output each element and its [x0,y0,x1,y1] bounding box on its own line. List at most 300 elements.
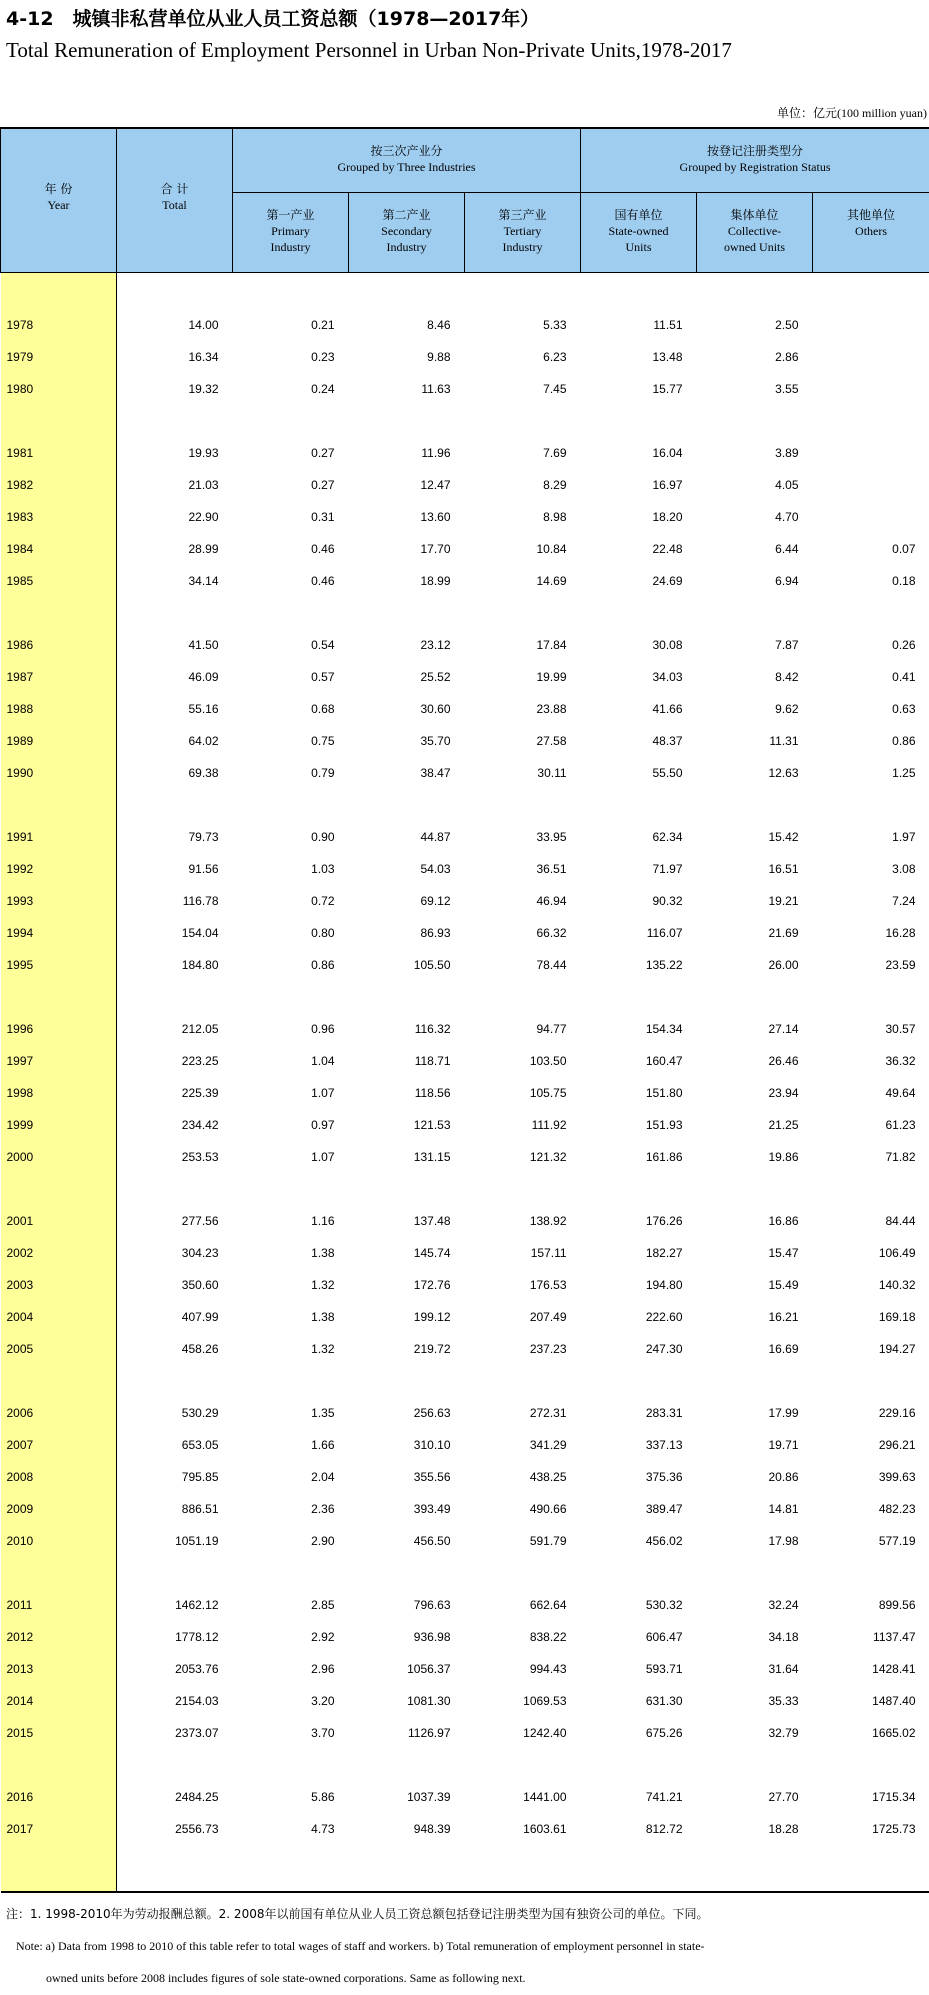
cell-tertiary: 30.11 [537,766,567,780]
cell-collective: 19.21 [768,894,799,908]
cell-collective: 32.79 [768,1726,799,1740]
cell-state-owned: 675.26 [645,1726,683,1740]
cell-collective: 14.81 [768,1502,799,1516]
cell-others: 1137.47 [873,1630,916,1644]
page-title-cn: 4-12 城镇非私营单位从业人员工资总额（1978—2017年） [6,8,540,30]
cell-secondary: 69.12 [420,894,451,908]
cell-total: 1462.12 [175,1598,219,1612]
cell-state-owned: 741.21 [645,1790,683,1804]
cell-collective: 32.24 [768,1598,799,1612]
cell-tertiary: 66.32 [536,926,567,940]
spacer-cell [465,597,581,629]
cell-secondary: 23.12 [420,638,451,652]
spacer-cell [465,789,581,821]
cell-secondary: 18.99 [420,574,451,588]
cell-tertiary: 341.29 [529,1438,567,1452]
spacer-row [1,981,929,1013]
cell-tertiary: 5.33 [543,318,567,332]
cell-state-owned: 283.31 [645,1406,683,1420]
cell-state-owned: 15.77 [652,382,683,396]
cell-total: 1051.19 [175,1534,219,1548]
spacer-cell [581,981,697,1013]
spacer-cell [813,1845,929,1892]
table-row [1,1013,929,1045]
spacer-cell [813,1557,929,1589]
cell-others: 0.63 [892,702,916,716]
header-total: 合 计 Total [117,128,233,273]
cell-secondary: 936.98 [413,1630,451,1644]
table-row [1,1621,929,1653]
cell-year: 1979 [1,341,117,373]
table-row [1,661,929,693]
cell-state-owned: 222.60 [645,1310,683,1324]
spacer-cell [233,1173,349,1205]
spacer-cell [581,273,697,310]
spacer-cell [465,273,581,310]
spacer-cell [349,789,465,821]
cell-year: 2010 [1,1525,117,1557]
spacer-cell [349,1365,465,1397]
cell-total: 795.85 [181,1470,219,1484]
cell-secondary: 393.49 [413,1502,451,1516]
table-row [1,1109,929,1141]
spacer-cell [1,405,117,437]
spacer-cell [581,789,697,821]
cell-tertiary: 157.11 [530,1246,567,1260]
spacer-cell [581,597,697,629]
cell-others: 7.24 [892,894,916,908]
spacer-cell [813,273,929,310]
spacer-cell [349,1749,465,1781]
cell-year: 2016 [1,1781,117,1813]
table-row [1,309,929,341]
cell-total: 2154.03 [175,1694,219,1708]
cell-collective: 19.86 [768,1150,799,1164]
cell-year: 1987 [1,661,117,693]
cell-others: 36.32 [885,1054,916,1068]
cell-others: 1715.34 [872,1790,916,1804]
cell-secondary: 25.52 [420,670,451,684]
cell-secondary: 11.63 [421,382,451,396]
footnotes [6,1898,921,1994]
table-row [1,1429,929,1461]
table-row [1,1301,929,1333]
cell-collective: 6.94 [775,574,799,588]
cell-total: 653.05 [181,1438,219,1452]
cell-tertiary: 591.79 [529,1534,567,1548]
cell-state-owned: 62.34 [652,830,683,844]
spacer-cell [581,1173,697,1205]
spacer-cell [813,405,929,437]
cell-tertiary: 121.32 [529,1150,567,1164]
cell-others: 169.18 [878,1310,916,1324]
cell-year: 1991 [1,821,117,853]
cell-state-owned: 593.71 [645,1662,683,1676]
cell-primary: 0.90 [311,830,335,844]
cell-state-owned: 176.26 [645,1214,683,1228]
spacer-row [1,1557,929,1589]
cell-others: 1.97 [892,830,916,844]
cell-tertiary: 1603.61 [523,1822,567,1836]
cell-total: 530.29 [181,1406,219,1420]
cell-primary: 3.20 [311,1694,335,1708]
cell-others: 16.28 [885,926,916,940]
cell-tertiary: 490.66 [529,1502,567,1516]
table-row [1,1269,929,1301]
cell-others: 1428.41 [872,1662,916,1676]
cell-total: 2053.76 [175,1662,219,1676]
cell-primary: 0.31 [311,510,335,524]
cell-primary: 0.24 [311,382,335,396]
cell-collective: 20.86 [768,1470,799,1484]
header-others: 其他单位 Others [813,193,929,273]
cell-others [813,341,929,373]
header-year: 年 份 Year [1,128,117,273]
spacer-cell [581,1845,697,1892]
table-row [1,1045,929,1077]
spacer-cell [697,981,813,1013]
table-row [1,341,929,373]
cell-tertiary: 111.92 [531,1118,567,1132]
table-row [1,1685,929,1717]
cell-state-owned: 22.48 [652,542,683,556]
cell-secondary: 796.63 [413,1598,451,1612]
cell-tertiary: 237.23 [529,1342,567,1356]
cell-state-owned: 55.50 [652,766,683,780]
cell-primary: 4.73 [311,1822,335,1836]
table-row [1,885,929,917]
cell-state-owned: 34.03 [652,670,683,684]
cell-primary: 1.07 [311,1086,335,1100]
cell-others: 1725.73 [872,1822,916,1836]
cell-collective: 4.05 [775,478,799,492]
table-row [1,1493,929,1525]
cell-year: 2011 [1,1589,117,1621]
spacer-cell [233,273,349,310]
cell-total: 277.56 [181,1214,219,1228]
spacer-row [1,405,929,437]
spacer-cell [117,273,233,310]
cell-tertiary: 33.95 [536,830,567,844]
cell-collective: 34.18 [768,1630,799,1644]
spacer-cell [117,1557,233,1589]
cell-total: 2484.25 [175,1790,219,1804]
spacer-cell [117,1365,233,1397]
table-row [1,1589,929,1621]
spacer-cell [117,597,233,629]
cell-tertiary: 105.75 [529,1086,567,1100]
spacer-cell [465,1845,581,1892]
cell-tertiary: 7.69 [543,446,567,460]
table-row [1,1397,929,1429]
cell-others: 1665.02 [872,1726,916,1740]
cell-year: 2009 [1,1493,117,1525]
cell-total: 69.38 [188,766,219,780]
cell-state-owned: 30.08 [652,638,683,652]
cell-year: 1980 [1,373,117,405]
cell-tertiary: 36.51 [536,862,567,876]
cell-state-owned: 48.37 [652,734,683,748]
cell-state-owned: 71.97 [652,862,683,876]
cell-primary: 0.54 [311,638,335,652]
cell-collective: 17.99 [768,1406,799,1420]
cell-others: 23.59 [885,958,916,972]
cell-year: 1984 [1,533,117,565]
spacer-cell [233,789,349,821]
spacer-cell [813,981,929,1013]
spacer-cell [233,1845,349,1892]
spacer-cell [349,405,465,437]
cell-primary: 1.07 [311,1150,335,1164]
cell-year: 2017 [1,1813,117,1845]
spacer-cell [349,597,465,629]
cell-others: 106.49 [878,1246,916,1260]
cell-others: 0.18 [892,574,916,588]
spacer-cell [233,405,349,437]
cell-primary: 2.92 [311,1630,335,1644]
cell-state-owned: 337.13 [645,1438,683,1452]
cell-collective: 2.50 [775,318,799,332]
cell-collective: 7.87 [775,638,799,652]
footnote-cn: 注：1. 1998-2010年为劳动报酬总额。2. 2008年以前国有单位从业人员工资总额包括登记注册类型为国有独资公司的单位。下同。 [6,1907,709,1921]
cell-others: 482.23 [878,1502,916,1516]
table-row [1,853,929,885]
cell-collective: 21.25 [768,1118,799,1132]
spacer-cell [233,1557,349,1589]
cell-secondary: 172.76 [413,1278,451,1292]
cell-secondary: 35.70 [420,734,451,748]
cell-others: 194.27 [878,1342,916,1356]
cell-collective: 26.46 [768,1054,799,1068]
cell-secondary: 131.15 [413,1150,451,1164]
cell-primary: 1.32 [311,1278,335,1292]
cell-others: 140.32 [878,1278,916,1292]
spacer-cell [813,1749,929,1781]
table-row [1,373,929,405]
spacer-cell [117,1845,233,1892]
spacer-cell [697,597,813,629]
spacer-cell [233,981,349,1013]
cell-primary: 0.46 [311,574,335,588]
cell-tertiary: 19.99 [536,670,567,684]
table-row [1,1781,929,1813]
cell-year: 1999 [1,1109,117,1141]
cell-tertiary: 27.58 [536,734,567,748]
cell-secondary: 355.56 [413,1470,451,1484]
cell-total: 304.23 [181,1246,219,1260]
cell-state-owned: 631.30 [645,1694,683,1708]
spacer-cell [233,597,349,629]
cell-total: 154.04 [181,926,219,940]
table-row [1,1653,929,1685]
cell-tertiary: 46.94 [536,894,567,908]
cell-year: 2002 [1,1237,117,1269]
cell-state-owned: 161.86 [645,1150,683,1164]
spacer-cell [697,1173,813,1205]
cell-collective: 15.49 [768,1278,799,1292]
cell-state-owned: 16.04 [652,446,683,460]
cell-collective: 16.69 [768,1342,799,1356]
cell-secondary: 137.48 [413,1214,451,1228]
remuneration-table [0,127,929,1893]
cell-secondary: 118.56 [414,1086,451,1100]
cell-state-owned: 135.22 [645,958,683,972]
cell-others: 229.16 [878,1406,916,1420]
cell-primary: 0.21 [311,318,335,332]
cell-year: 1978 [1,309,117,341]
cell-total: 350.60 [181,1278,219,1292]
cell-state-owned: 11.51 [653,318,683,332]
cell-tertiary: 14.69 [536,574,567,588]
cell-state-owned: 812.72 [645,1822,683,1836]
cell-secondary: 145.74 [413,1246,451,1260]
spacer-cell [1,981,117,1013]
cell-tertiary: 1441.00 [523,1790,567,1804]
cell-primary: 0.46 [311,542,335,556]
cell-year: 1988 [1,693,117,725]
cell-others: 71.82 [885,1150,916,1164]
cell-collective: 9.62 [775,702,799,716]
cell-year: 2006 [1,1397,117,1429]
cell-total: 16.34 [188,350,219,364]
cell-tertiary: 94.77 [536,1022,567,1036]
spacer-cell [581,405,697,437]
cell-primary: 2.04 [311,1470,335,1484]
cell-primary: 2.85 [311,1598,335,1612]
cell-secondary: 116.32 [414,1022,451,1036]
cell-others: 296.21 [878,1438,916,1452]
unit-label-cn: 单位：亿元 [776,106,837,120]
cell-tertiary: 6.23 [543,350,567,364]
cell-others: 899.56 [878,1598,916,1612]
spacer-cell [581,1557,697,1589]
cell-secondary: 118.71 [414,1054,451,1068]
cell-year: 1990 [1,757,117,789]
spacer-row [1,789,929,821]
spacer-cell [813,597,929,629]
table-row [1,1237,929,1269]
cell-year: 2013 [1,1653,117,1685]
cell-collective: 16.86 [768,1214,799,1228]
spacer-cell [349,1557,465,1589]
cell-secondary: 1126.97 [408,1726,451,1740]
spacer-cell [1,1365,117,1397]
table-row [1,1525,929,1557]
cell-tertiary: 1242.40 [523,1726,567,1740]
cell-total: 234.42 [181,1118,219,1132]
cell-collective: 3.55 [775,382,799,396]
cell-total: 2373.07 [175,1726,219,1740]
cell-secondary: 8.46 [427,318,451,332]
cell-collective: 15.47 [768,1246,799,1260]
spacer-cell [465,405,581,437]
cell-year: 2000 [1,1141,117,1173]
cell-primary: 3.70 [311,1726,335,1740]
cell-collective: 18.28 [768,1822,799,1836]
table-row [1,821,929,853]
cell-total: 407.99 [181,1310,219,1324]
cell-state-owned: 160.47 [645,1054,683,1068]
cell-primary: 0.97 [311,1118,335,1132]
table-row [1,1813,929,1845]
spacer-cell [697,1749,813,1781]
cell-primary: 0.96 [311,1022,335,1036]
spacer-cell [1,273,117,310]
cell-collective: 11.31 [769,734,799,748]
table-row [1,1333,929,1365]
cell-others: 399.63 [878,1470,916,1484]
cell-others: 3.08 [892,862,916,876]
cell-secondary: 219.72 [413,1342,451,1356]
cell-total: 184.80 [181,958,219,972]
spacer-cell [117,789,233,821]
cell-primary: 0.27 [311,446,335,460]
cell-total: 22.90 [188,510,219,524]
cell-primary: 0.72 [311,894,335,908]
spacer-cell [465,1173,581,1205]
cell-state-owned: 16.97 [652,478,683,492]
cell-collective: 19.71 [768,1438,799,1452]
cell-primary: 1.38 [311,1310,335,1324]
cell-secondary: 121.53 [413,1118,451,1132]
cell-total: 91.56 [188,862,219,876]
cell-others: 61.23 [885,1118,916,1132]
cell-year: 1983 [1,501,117,533]
table-row [1,1077,929,1109]
cell-primary: 1.35 [311,1406,335,1420]
table-row [1,629,929,661]
cell-primary: 5.86 [311,1790,335,1804]
cell-secondary: 1037.39 [407,1790,451,1804]
cell-year: 1994 [1,917,117,949]
spacer-row [1,1365,929,1397]
cell-total: 116.78 [182,894,219,908]
unit-label-en: (100 million yuan) [837,106,927,120]
spacer-cell [697,1845,813,1892]
cell-total: 14.00 [188,318,219,332]
cell-state-owned: 24.69 [652,574,683,588]
spacer-cell [233,1365,349,1397]
spacer-cell [1,1845,117,1892]
spacer-cell [1,597,117,629]
cell-primary: 1.38 [311,1246,335,1260]
unit-label [777,104,927,121]
cell-state-owned: 247.30 [645,1342,683,1356]
cell-state-owned: 13.48 [652,350,683,364]
cell-tertiary: 272.31 [529,1406,567,1420]
cell-year: 2004 [1,1301,117,1333]
cell-primary: 0.57 [311,670,335,684]
spacer-cell [349,1173,465,1205]
spacer-cell [581,1365,697,1397]
spacer-cell [349,981,465,1013]
cell-others [813,501,929,533]
table-body [1,273,929,1893]
cell-others [813,469,929,501]
table-row [1,757,929,789]
header-state-owned: 国有单位 State-owned Units [581,193,697,273]
cell-collective: 8.42 [775,670,799,684]
spacer-row [1,1173,929,1205]
cell-year: 1995 [1,949,117,981]
cell-total: 64.02 [188,734,219,748]
cell-tertiary: 8.98 [543,510,567,524]
cell-state-owned: 606.47 [645,1630,683,1644]
spacer-cell [465,1557,581,1589]
cell-secondary: 54.03 [420,862,451,876]
cell-others: 0.86 [892,734,916,748]
cell-primary: 0.86 [311,958,335,972]
